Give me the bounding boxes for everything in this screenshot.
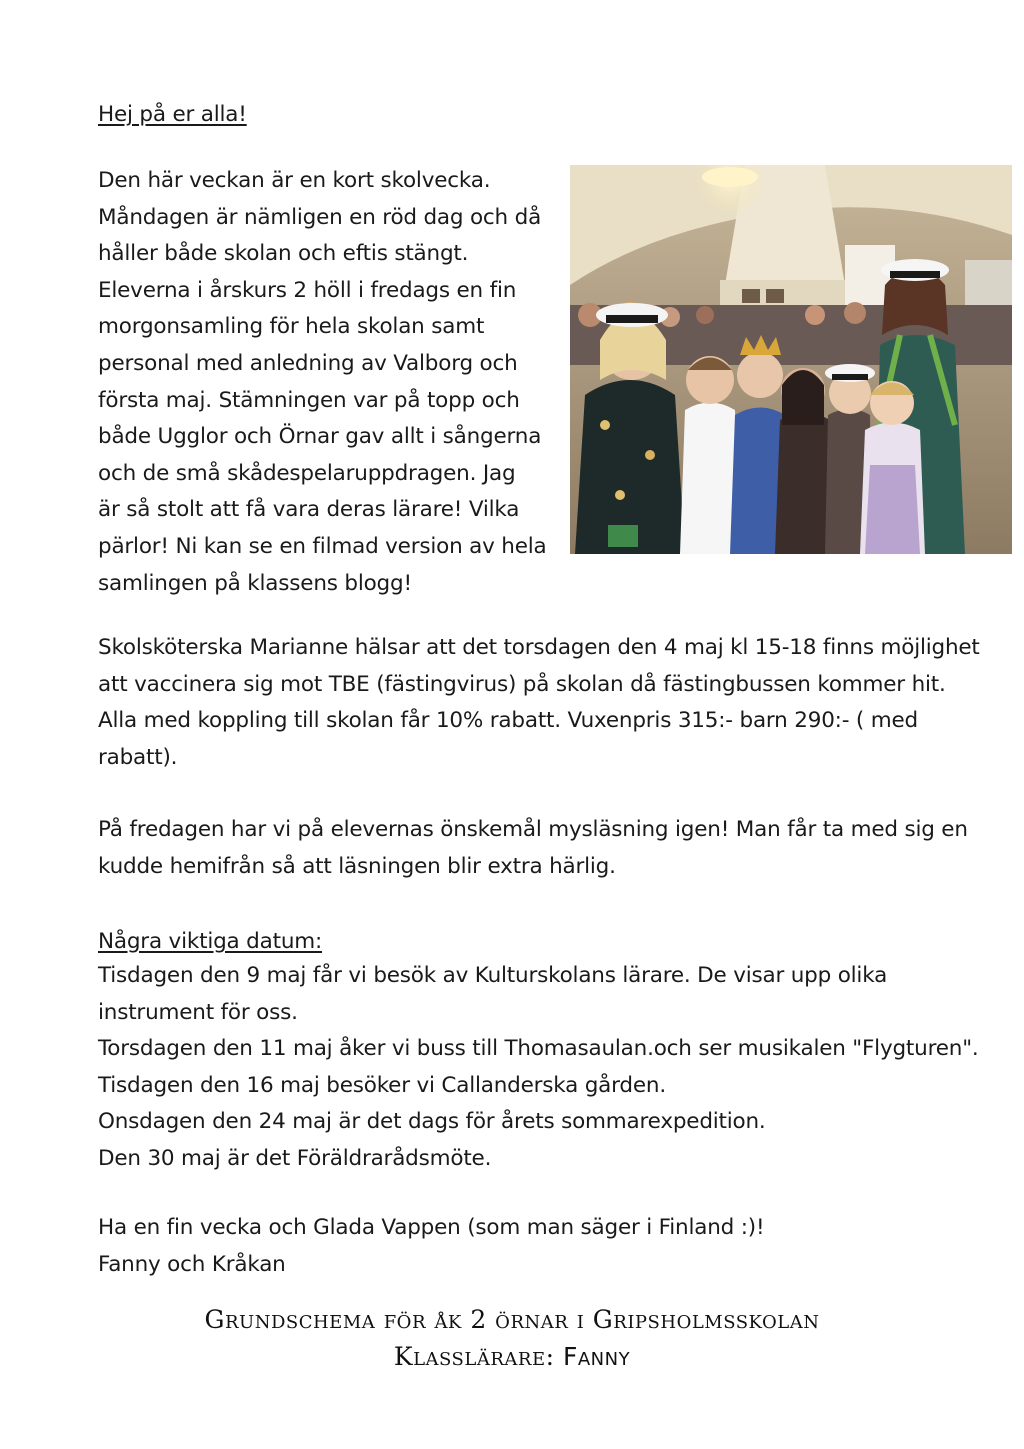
intro-line: håller både skolan och eftis stängt. [98,241,469,267]
reading-line: På fredagen har vi på elevernas önskemål mysläsning igen! Man får ta med sig en [98,817,968,842]
intro-line: pärlor! Ni kan se en filmad version av hela [98,533,547,559]
date-line: Tisdagen den 16 maj besöker vi Callanderska gården. [98,1072,666,1098]
signoff [98,1210,764,1283]
dates-list [98,958,979,1178]
class-teacher-label: Klasslärare: [393,1342,563,1371]
date-line: instrument för oss. [98,999,298,1025]
nurse-line: Alla med koppling till skolan får 10% rabatt. Vuxenpris 315:- barn 290:- ( med [98,708,918,734]
intro-line: Måndagen är nämligen en röd dag och då [98,204,542,230]
signoff-line: Ha en fin vecka och Glada Vappen (som man säger i Finland :)! [98,1215,765,1240]
intro-line: första maj. Stämningen var på topp och [98,387,520,413]
intro-line: personal med anledning av Valborg och [98,350,518,376]
dates-heading: Några viktiga datum: [98,929,323,954]
class-photo [570,165,1012,554]
signoff-line: Fanny och Kråkan [98,1251,286,1277]
nurse-line: Skolsköterska Marianne hälsar att det torsdagen den 4 maj kl 15-18 finns möjlighet [98,635,980,660]
class-photo-illustration [570,165,1012,554]
intro-line: är så stolt att få vara deras lärare! Vilka [98,497,520,523]
schedule-title: Grundschema för åk 2 örnar i Gripsholmsskolan [204,1305,820,1334]
intro-line: både Ugglor och Örnar gav allt i sångerna [98,424,542,450]
date-line: Den 30 maj är det Föräldrarådsmöte. [98,1145,492,1171]
date-line: Onsdagen den 24 maj är det dags för årets sommarexpedition. [98,1109,766,1135]
nurse-line: rabatt). [98,744,178,770]
class-teacher-name: Fanny [562,1342,631,1371]
date-line: Torsdagen den 11 maj åker vi buss till Thomasaulan.och ser musikalen "Flygturen". [98,1036,979,1062]
intro-line: Eleverna i årskurs 2 höll i fredags en fin [98,277,517,303]
reading-paragraph [98,812,968,885]
greeting-heading: Hej på er alla! [98,102,247,127]
reading-line: kudde hemifrån så att läsningen blir extra härlig. [98,853,616,879]
intro-line: Den här veckan är en kort skolvecka. [98,168,491,193]
intro-line: morgonsamling för hela skolan samt [98,314,485,340]
intro-line: och de små skådespelaruppdragen. Jag [98,460,516,486]
date-line: Tisdagen den 9 maj får vi besök av Kulturskolans lärare. De visar upp olika [98,963,888,988]
class-teacher-line [0,1342,1024,1371]
nurse-paragraph [98,630,980,776]
intro-paragraph [98,163,548,602]
intro-line: samlingen på klassens blogg! [98,570,412,596]
nurse-line: att vaccinera sig mot TBE (fästingvirus) på skolan då fästingbussen kommer hit. [98,671,946,697]
